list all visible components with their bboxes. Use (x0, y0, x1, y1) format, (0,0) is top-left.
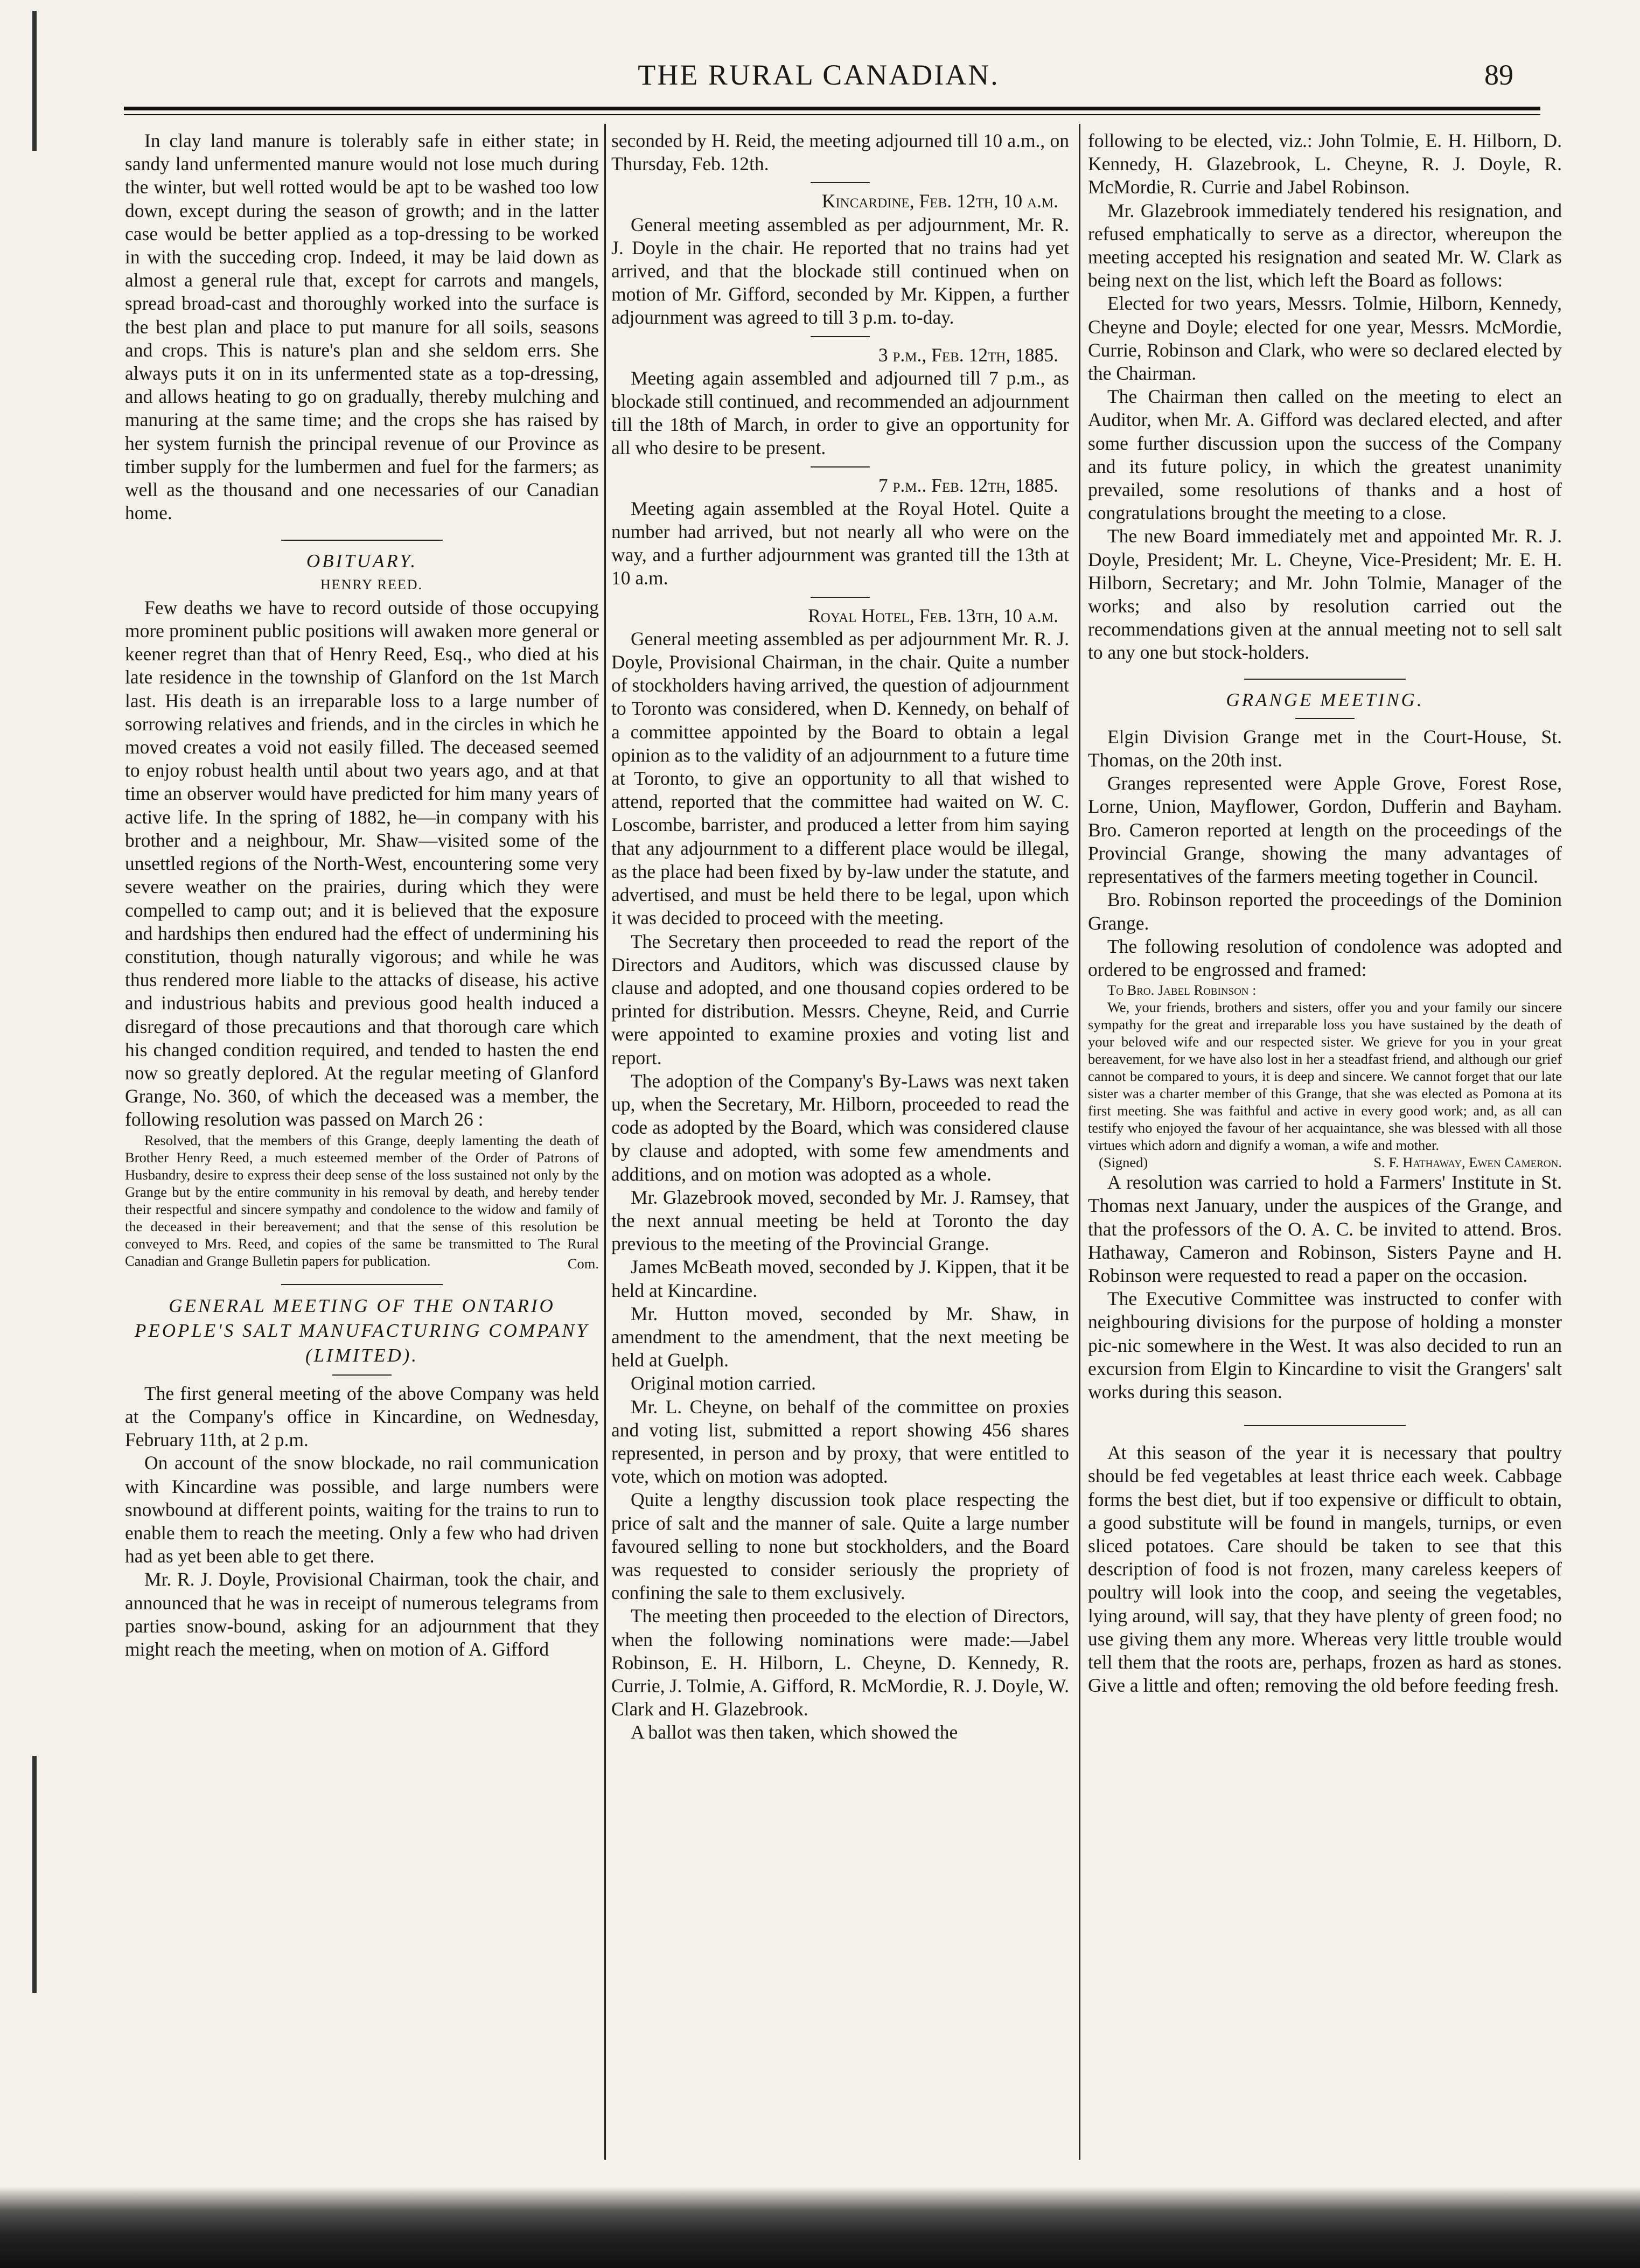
minutes-paragraph: Meeting again assembled and adjourned till 7 p.m., as blockade still continued, and recommended an adjournment till the 18th of March, in order to give an opportunity for all who desire to be present. (611, 367, 1069, 459)
minutes-paragraph: seconded by H. Reid, the meeting adjourned till 10 a.m., on Thursday, Feb. 12th. (611, 130, 1069, 175)
minutes-paragraph: Mr. Glazebrook moved, seconded by Mr. J. Ramsey, that the next annual meeting be held at Toronto the day previous to the meeting of the Provincial Grange. (611, 1186, 1069, 1255)
grange-paragraph: Elgin Division Grange met in the Court-House, St. Thomas, on the 20th inst. (1088, 725, 1562, 771)
salt-meeting-paragraph: On account of the snow blockade, no rail communication with Kincardine was possible, and large numbers were snowbound at different points, waiting for the trains to run to enable them to reach the meeting. Only a few who had driven had as yet been able to get there. (125, 1452, 599, 1567)
section-rule (1244, 1425, 1406, 1426)
minutes-paragraph: The meeting then proceeded to the election of Directors, when the following nominations were made:—Jabel Robinson, E. H. Hilborn, L. Cheyne, D. Kennedy, R. Currie, J. Tolmie, A. Gifford, R. McMordie, R. J. Doyle, W. Clark and H. Glazebrook. (611, 1605, 1069, 1720)
column-divider-2 (1079, 124, 1080, 2160)
minutes-paragraph: Meeting again assembled at the Royal Hotel. Quite a number had arrived, but not nearly all who were on the way, and a further adjournment was granted till the 13th at 10 a.m. (611, 497, 1069, 589)
obituary-paragraph: Few deaths we have to record outside of those occupying more prominent public positions will awaken more general or keener regret than that of Henry Reed, Esq., who died at his late residence in the township of Glanford on the 1st March last. His death is an irreparable loss to a large number of sorrowing relatives and friends, and in the circles in which he moved creates a void not easily filled. The deceased seemed to enjoy robust health until about two years ago, and at that time an observer would have predicted for him many years of active life. In the spring of 1882, he—in company with his brother and a neighbour, Mr. Shaw—visited some of the unsettled regions of the North-West, encountering some very severe weather on the prairies, during which they were compelled to camp out; and it is believed that the exposure and hardships then endured had the effect of undermining his constitution, though naturally vigorous; and while he was thus rendered more liable to the attacks of disease, his active and industrious habits and previous good health induced a disregard of those precautions and that thorough care which his changed condition required, and tended to hasten the end now so greatly deplored. At the regular meeting of Glanford Grange, No. 360, of which the deceased was a member, the following resolution was passed on March 26 : (125, 596, 599, 1130)
minutes-paragraph: Mr. L. Cheyne, on behalf of the committee on proxies and voting list, submitted a report showing 456 shares represented, in person and by proxy, that were entitled to vote, which on motion was adopted. (611, 1395, 1069, 1488)
election-paragraph: Elected for two years, Messrs. Tolmie, Hilborn, Kennedy, Cheyne and Doyle; elected for one year, Messrs. McMordie, Currie, Robinson and Clark, who were so declared elected by the Chairman. (1088, 292, 1562, 385)
election-paragraph: The Chairman then called on the meeting to elect an Auditor, when Mr. A. Gifford was declared elected, and after some further discussion upon the success of the Company and its future policy, in which the greatest unanimity prevailed, some resolutions of thanks and a host of congratulations brought the meeting to a close. (1088, 386, 1562, 524)
dateline: 3 p.m., Feb. 12th, 1885. (878, 344, 1058, 366)
salt-meeting-heading: GENERAL MEETING OF THE ONTARIO PEOPLE'S SALT MANUFACTURING COMPANY (LIMITED). (135, 1295, 589, 1366)
election-paragraph: following to be elected, viz.: John Tolmie, E. H. Hilborn, D. Kennedy, H. Glazebrook, L. Cheyne, R. J. Doyle, R. McMordie, R. Currie and Jabel Robinson. (1088, 130, 1562, 198)
minutes-paragraph: General meeting assembled as per adjournment Mr. R. J. Doyle, Provisional Chairman, in the chair. Quite a number of stockholders having arrived, the question of adjournment to Toronto was considered, when D. Kennedy, on behalf of a committee appointed by the Board to obtain a legal opinion as to the validity of an adjournment to a future time at Toronto, to give an opportunity to all that wished to attend, reported that the committee had waited on W. C. Loscombe, barrister, and produced a letter from him saying that any adjournment to a different place would be illegal, as the place had been fixed by by-law under the statute, and advertised, and must be held there to be legal, upon which it was decided to proceed with the meeting. (611, 627, 1069, 929)
short-rule (1295, 718, 1355, 719)
grange-paragraph: A resolution was carried to hold a Farmers' Institute in St. Thomas next January, under the auspices of the Grange, and that the professors of the O. A. C. be invited to attend. Bros. Hathaway, Cameron and Robinson, Sisters Payne and H. Robinson were requested to read a paper on the occasion. (1088, 1171, 1562, 1286)
margin-mark-top (32, 11, 37, 151)
column-divider-1 (604, 124, 606, 2160)
dateline: 7 p.m.. Feb. 12th, 1885. (878, 474, 1058, 496)
obituary-subheading: HENRY REED. (320, 576, 423, 592)
grange-meeting-heading: GRANGE MEETING. (1226, 689, 1424, 710)
header-rule-thin (124, 114, 1540, 115)
short-rule (811, 336, 870, 337)
signed-label: (Signed) (1099, 1154, 1148, 1171)
minutes-paragraph: General meeting assembled as per adjournment, Mr. R. J. Doyle in the chair. He reported that no trains had yet arrived, and that the blockade still continued when on motion of Mr. Gifford, seconded by Mr. Kippen, a further adjournment was agreed to till 3 p.m. to-day. (611, 213, 1069, 329)
manure-paragraph: In clay land manure is tolerably safe in either state; in sandy land unfermented manure would not lose much during the winter, but well rotted would be apt to be washed too low down, except during the season of growth; and in the latter case would be better applied as a top-dressing to be worked in with the succeding crop. Indeed, it may be laid down as almost a general rule that, except for carrots and mangels, spread broad-cast and thoroughly worked into the surface is the best plan and place to put manure for all soils, seasons and crops. This is nature's plan and she seldom errs. She always puts it on in its unfermented state as a top-dressing, and allows heating to go on gradually, thereby mulching and manuring at the same time; and the crops she has raised by her system furnish the principal revenue of our Province as timber supply for the lumbermen and fuel for the farmers; as well as the thousand and one necessaries of our Canadian home. (125, 130, 599, 524)
salt-meeting-paragraph: The first general meeting of the above Company was held at the Company's office in Kincardine, on Wednesday, February 11th, at 2 p.m. (125, 1382, 599, 1451)
minutes-paragraph: The adoption of the Company's By-Laws was next taken up, when the Secretary, Mr. Hilborn, proceeded to read the code as adopted by the Board, which was considered clause by clause and adopted, with some few amendments and additions, and on motion was adopted as a whole. (611, 1070, 1069, 1185)
grange-paragraph: Bro. Robinson reported the proceedings of the Dominion Grange. (1088, 889, 1562, 934)
election-paragraph: The new Board immediately met and appointed Mr. R. J. Doyle, President; Mr. L. Cheyne, Vice-President; Mr. E. H. Hilborn, Secretary; and Mr. John Tolmie, Manager of the works; and also by resolution carried out the recommendations given at the annual meeting not to sell salt to any one but stock-holders. (1088, 525, 1562, 664)
short-rule (811, 597, 870, 598)
minutes-paragraph: A ballot was then taken, which showed the (631, 1721, 958, 1743)
grange-paragraph: The following resolution of condolence was adopted and ordered to be engrossed and framed: (1088, 935, 1562, 980)
grange-paragraph: Granges represented were Apple Grove, Forest Rose, Lorne, Union, Mayflower, Gordon, Dufferin and Bayham. Bro. Cameron reported at length on the proceedings of the Provincial Grange, showing the many advantages of representatives of the farmers meeting together in Council. (1088, 772, 1562, 888)
page-title: THE RURAL CANADIAN. (638, 59, 1000, 91)
minutes-paragraph: Quite a lengthy discussion took place respecting the price of salt and the manner of sale. Quite a large number favoured selling to none but stockholders, and the Board was requested to consider seriously the propriety of confining the sale to them exclusively. (611, 1489, 1069, 1604)
section-rule (281, 540, 443, 541)
poultry-paragraph: At this season of the year it is necessary that poultry should be fed vegetables at least thrice each week. Cabbage forms the best diet, but if too expensive or difficult to obtain, a good substitute will be found in mangels, turnips, or even sliced potatoes. Care should be taken to see that this description of food is not frozen, many careless keepers of poultry will look into the coop, and seeing the vegetables, lying around, will say, that they have plenty of green food; no use giving them any more. Whereas very little trouble would tell them that the roots are, perhaps, frozen as hard as stones. Give a little and often; removing the old before feeding fresh. (1088, 1442, 1562, 1697)
scan-bottom-edge (0, 2187, 1640, 2268)
minutes-paragraph: The Secretary then proceeded to read the report of the Directors and Auditors, which was discussed clause by clause and adopted, and one thousand copies ordered to be printed for distribution. Messrs. Cheyne, Reid, and Currie were appointed to examine proxies and voting list and report. (611, 930, 1069, 1069)
grange-paragraph: The Executive Committee was instructed to confer with neighbouring divisions for the purpose of holding a monster pic-nic somewhere in the West. It was also decided to run an excursion from Elgin to Kincardine to visit the Grangers' salt works during this season. (1088, 1288, 1562, 1402)
short-rule (332, 1374, 392, 1376)
margin-mark-bottom (32, 1756, 37, 1993)
header-rule (124, 107, 1540, 110)
column-2 (611, 129, 1069, 2176)
obituary-resolution: Resolved, that the members of this Grange, deeply lamenting the death of Brother Henry Reed, a much esteemed member of the Order of Patrons of Husbandry, desire to express their deep sense of the loss sustained not only by the Grange but by the entire community in his removal by death, and hereby tender their respectful and sincere sympathy and condolence to the widow and family of the deceased in their bereavement; and that the sense of this resolution be conveyed to Mrs. Reed, and copies of the same be transmitted to The Rural Canadian and Grange Bulletin papers for publication. (125, 1132, 599, 1269)
condolence-addressee: To Bro. Jabel Robinson : (1107, 982, 1257, 999)
obituary-signature: Com. (567, 1255, 599, 1272)
column-1 (125, 129, 599, 2176)
page-header (124, 58, 1513, 96)
dateline: Royal Hotel, Feb. 13th, 10 a.m. (808, 604, 1058, 626)
short-rule (811, 466, 870, 467)
page-number: 89 (1484, 59, 1513, 91)
dateline: Kincardine, Feb. 12th, 10 a.m. (821, 190, 1058, 212)
election-paragraph: Mr. Glazebrook immediately tendered his resignation, and refused emphatically to serve as a director, whereupon the meeting accepted his resignation and seated Mr. W. Clark as being next on the list, which left the Board as follows: (1088, 199, 1562, 291)
condolence-resolution: We, your friends, brothers and sisters, offer you and your family our sincere sympathy for the great and irreparable loss you have sustained by the death of your beloved wife and our respected sister. We grieve for you in your great bereavement, for we have also lost in her a steadfast friend, and although our grief cannot be compared to yours, it is deep and sincere. We cannot forget that our late sister was a charter member of this Grange, that she was elected as Pomona at its first meeting. She was faithful and active in every good work; and, as all can testify who enjoyed the favour of her acquaintance, she was blessed with all those virtues which adorn and dignify a woman, a wife and mother. (1088, 999, 1562, 1154)
signatories: S. F. Hathaway, Ewen Cameron. (1373, 1154, 1562, 1171)
minutes-paragraph: James McBeath moved, seconded by J. Kippen, that it be held at Kincardine. (611, 1256, 1069, 1301)
short-rule (811, 182, 870, 183)
minutes-paragraph: Original motion carried. (631, 1372, 816, 1394)
section-rule (1244, 679, 1406, 680)
minutes-paragraph: Mr. Hutton moved, seconded by Mr. Shaw, in amendment to the amendment, that the next meeting be held at Guelph. (611, 1302, 1069, 1371)
obituary-heading: OBITUARY. (306, 550, 418, 572)
salt-meeting-paragraph: Mr. R. J. Doyle, Provisional Chairman, took the chair, and announced that he was in receipt of numerous telegrams from parties snow-bound, asking for an adjournment that they might reach the meeting, when on motion of A. Gifford (125, 1568, 599, 1660)
condolence-signature (1088, 1154, 1562, 1171)
section-rule (281, 1284, 443, 1285)
column-3 (1088, 129, 1562, 2176)
